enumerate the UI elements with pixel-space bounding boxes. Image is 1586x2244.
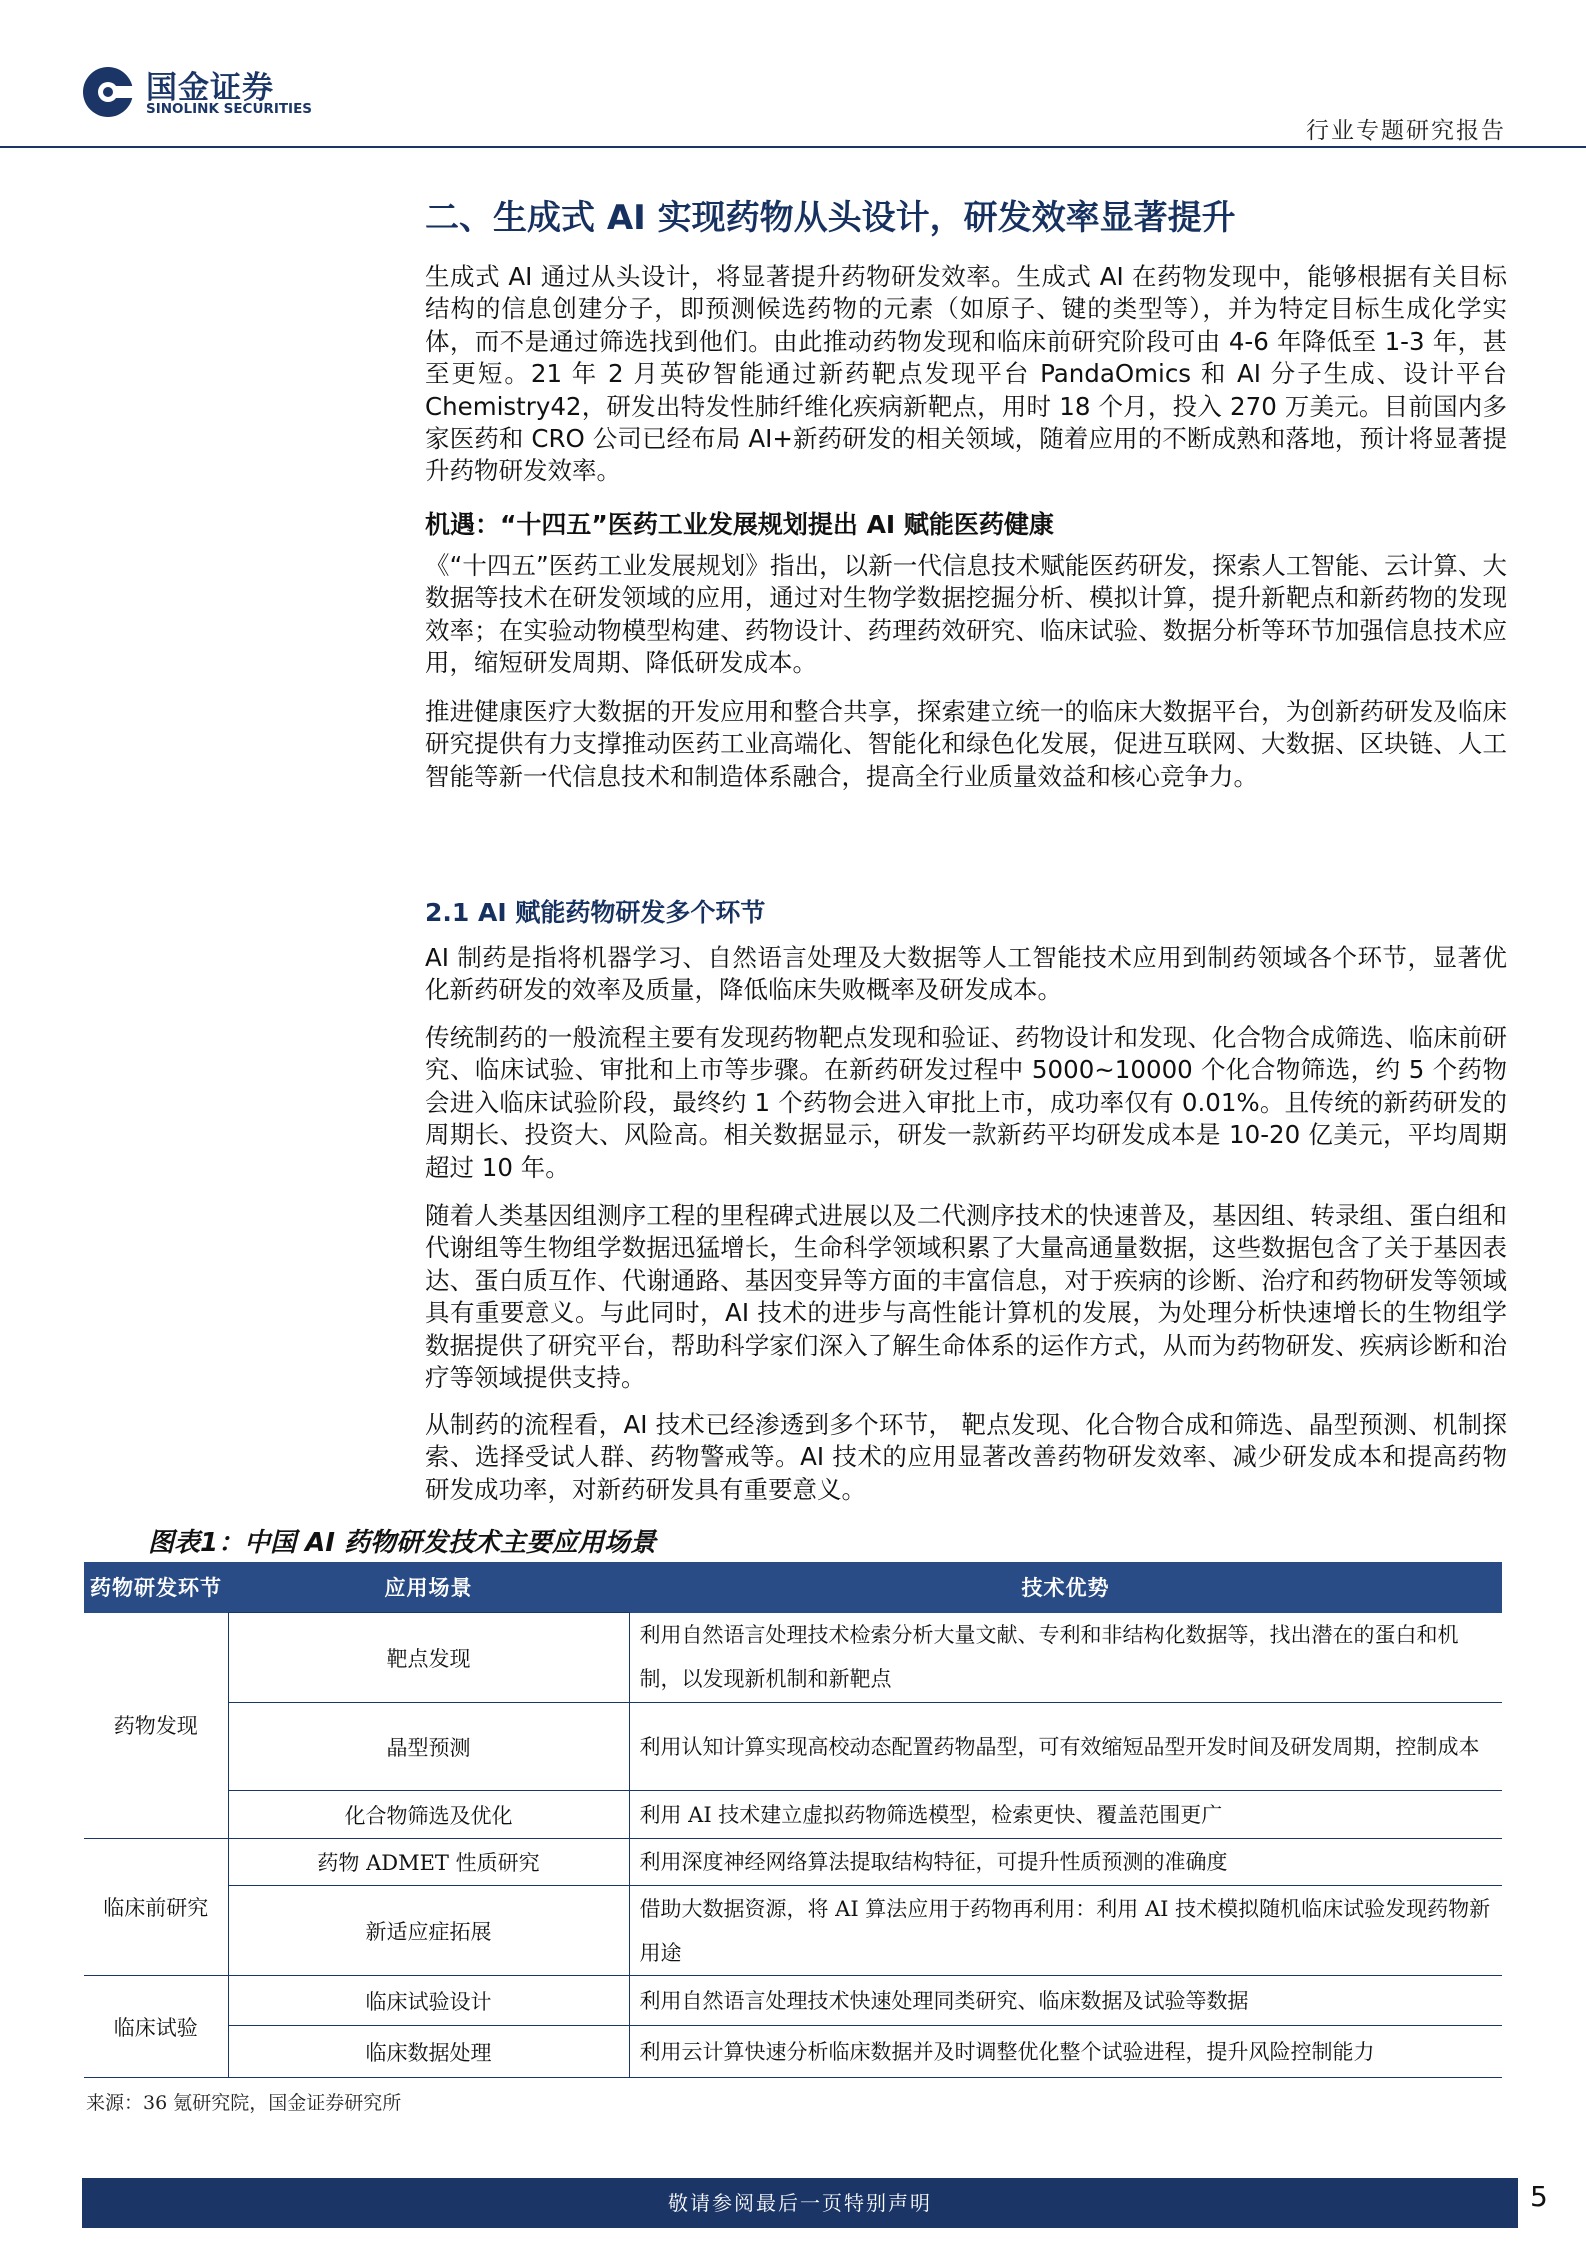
column-header-stage: 药物研发环节 bbox=[84, 1562, 228, 1613]
header-divider bbox=[0, 146, 1586, 148]
subsection-paragraph-2: 传统制药的一般流程主要有发现药物靶点发现和验证、药物设计和发现、化合物合成筛选、临床前研究、临床试验、审批和上市等步骤。在新药研发过程中 5000~10000 个化合物筛选，约 5 个药物会进入临床试验阶段，最终约 1 个药物会进入审批上市，成功率仅有 0.01%。且传统的新药研发的周期长、投资大、风险高。相关数据显示，研发一款新药平均研发成本是 10-20 亿美元，平均周期超过 10 年。 bbox=[425, 1023, 1507, 1182]
table-row bbox=[84, 1703, 1502, 1791]
table-row bbox=[84, 1976, 1502, 2026]
opportunity-paragraph-1: 《“十四五”医药工业发展规划》指出，以新一代信息技术赋能医药研发，探索人工智能、云计算、大数据等技术在研发领域的应用，通过对生物学数据挖掘分析、模拟计算，提升新靶点和新药物的发现效率；在实验动物模型构建、药物设计、药理药效研究、临床试验、数据分析等环节加强信息技术应用，缩短研发周期、降低研发成本。 bbox=[425, 551, 1507, 678]
table-row bbox=[84, 1613, 1502, 1703]
advantage-cell: 利用自然语言处理技术检索分析大量文献、专利和非结构化数据等，找出潜在的蛋白和机制，以发现新机制和新靶点 bbox=[629, 1613, 1502, 1703]
company-logo bbox=[82, 60, 342, 120]
advantage-cell: 借助大数据资源，将 AI 算法应用于药物再利用：利用 AI 技术模拟随机临床试验发现药物新用途 bbox=[629, 1886, 1502, 1976]
scene-cell: 药物 ADMET 性质研究 bbox=[228, 1839, 629, 1886]
advantage-cell: 利用深度神经网络算法提取结构特征，可提升性质预测的准确度 bbox=[629, 1839, 1502, 1886]
footer-disclaimer: 敬请参阅最后一页特别声明 bbox=[668, 2191, 932, 2215]
table-row bbox=[84, 1839, 1502, 1886]
footer-bar bbox=[82, 2178, 1518, 2228]
table-row bbox=[84, 1886, 1502, 1976]
figure-source: 来源：36 氪研究院，国金证券研究所 bbox=[86, 2092, 402, 2114]
opportunity-paragraph-2: 推进健康医疗大数据的开发应用和整合共享，探索建立统一的临床大数据平台，为创新药研发及临床研究提供有力支撑推动医药工业高端化、智能化和绿色化发展，促进互联网、大数据、区块链、人工智能等新一代信息技术和制造体系融合，提高全行业质量效益和核心竞争力。 bbox=[425, 697, 1507, 791]
report-type-label: 行业专题研究报告 bbox=[1306, 118, 1506, 144]
logo-english-name: SINOLINK SECURITIES bbox=[146, 101, 313, 117]
advantage-cell: 利用 AI 技术建立虚拟药物筛选模型，检索更快、覆盖范围更广 bbox=[629, 1791, 1502, 1839]
page-number: 5 bbox=[1530, 2180, 1548, 2213]
application-table bbox=[84, 1562, 1502, 2078]
scene-cell: 新适应症拓展 bbox=[228, 1886, 629, 1976]
sinolink-logo-icon bbox=[82, 66, 134, 118]
stage-cell: 药物发现 bbox=[84, 1613, 228, 1839]
advantage-cell: 利用云计算快速分析临床数据并及时调整优化整个试验进程，提升风险控制能力 bbox=[629, 2026, 1502, 2078]
section-title: 二、生成式 AI 实现药物从头设计，研发效率显著提升 bbox=[425, 198, 1236, 238]
subsection-paragraph-3: 随着人类基因组测序工程的里程碑式进展以及二代测序技术的快速普及，基因组、转录组、蛋白组和代谢组等生物组学数据迅猛增长，生命科学领域积累了大量高通量数据，这些数据包含了关于基因表达、蛋白质互作、代谢通路、基因变异等方面的丰富信息，对于疾病的诊断、治疗和药物研发等领域具有重要意义。与此同时，AI 技术的进步与高性能计算机的发展，为处理分析快速增长的生物组学数据提供了研究平台，帮助科学家们深入了解生命体系的运作方式，从而为药物研发、疾病诊断和治疗等领域提供支持。 bbox=[425, 1201, 1507, 1393]
advantage-cell: 利用自然语言处理技术快速处理同类研究、临床数据及试验等数据 bbox=[629, 1976, 1502, 2026]
subsection-paragraph-1: AI 制药是指将机器学习、自然语言处理及大数据等人工智能技术应用到制药领域各个环节，显著优化新药研发的效率及质量，降低临床失败概率及研发成本。 bbox=[425, 943, 1507, 1005]
table-row bbox=[84, 1791, 1502, 1839]
stage-cell: 临床前研究 bbox=[84, 1839, 228, 1976]
scene-cell: 临床数据处理 bbox=[228, 2026, 629, 2078]
section-intro-paragraph: 生成式 AI 通过从头设计，将显著提升药物研发效率。生成式 AI 在药物发现中，能够根据有关目标结构的信息创建分子，即预测候选药物的元素（如原子、键的类型等），并为特定目标生成化学实体，而不是通过筛选找到他们。由此推动药物发现和临床前研究阶段可由 4-6 年降低至 1-3 年，甚至更短。21 年 2 月英矽智能通过新药靶点发现平台 PandaOmics 和 AI 分子生成、设计平台 Chemistry42，研发出特发性肺纤维化疾病新靶点，用时 18 个月，投入 270 万美元。目前国内多家医药和 CRO 公司已经布局 AI+新药研发的相关领域，随着应用的不断成熟和落地，预计将显著提升药物研发效率。 bbox=[425, 262, 1507, 486]
scene-cell: 临床试验设计 bbox=[228, 1976, 629, 2026]
logo-chinese-name: 国金证券 bbox=[146, 70, 274, 106]
opportunity-heading: 机遇：“十四五”医药工业发展规划提出 AI 赋能医药健康 bbox=[425, 510, 1054, 539]
subsection-paragraph-4: 从制药的流程看，AI 技术已经渗透到多个环节， 靶点发现、化合物合成和筛选、晶型预测、机制探索、选择受试人群、药物警戒等。AI 技术的应用显著改善药物研发效率、减少研发成本和提高药物研发成功率，对新药研发具有重要意义。 bbox=[425, 1410, 1507, 1504]
column-header-scene: 应用场景 bbox=[228, 1562, 629, 1613]
scene-cell: 化合物筛选及优化 bbox=[228, 1791, 629, 1839]
table-row bbox=[84, 2026, 1502, 2078]
table-header-row bbox=[84, 1562, 1502, 1613]
column-header-advantage: 技术优势 bbox=[629, 1562, 1502, 1613]
scene-cell: 晶型预测 bbox=[228, 1703, 629, 1791]
scene-cell: 靶点发现 bbox=[228, 1613, 629, 1703]
advantage-cell: 利用认知计算实现高校动态配置药物晶型，可有效缩短品型开发时间及研发周期，控制成本 bbox=[629, 1703, 1502, 1791]
stage-cell: 临床试验 bbox=[84, 1976, 228, 2078]
subsection-title: 2.1 AI 赋能药物研发多个环节 bbox=[425, 898, 766, 927]
figure-title: 图表1：中国 AI 药物研发技术主要应用场景 bbox=[148, 1528, 656, 1558]
